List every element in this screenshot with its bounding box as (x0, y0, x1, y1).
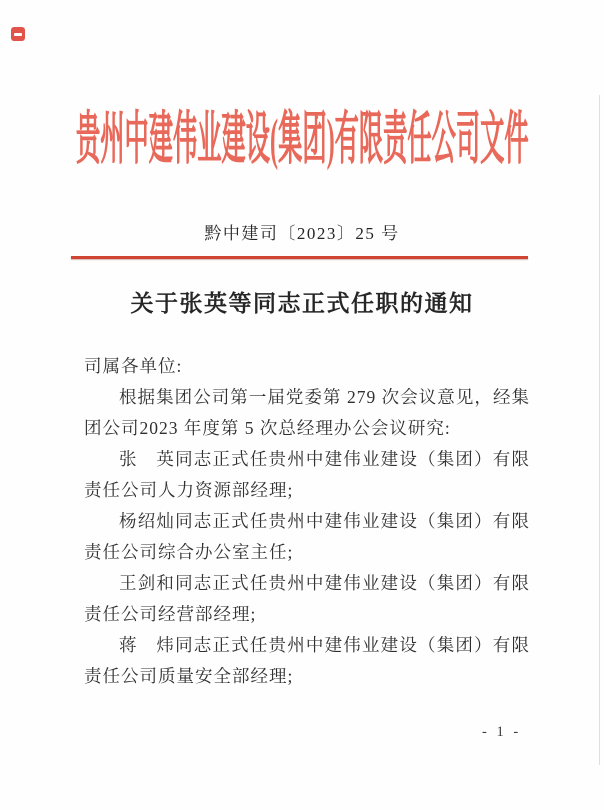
red-icon-dash (14, 33, 22, 36)
salutation: 司属各单位: (84, 356, 183, 376)
red-divider-line (71, 256, 528, 259)
page-edge-line (599, 95, 600, 765)
body-paragraph-appointment-2: 杨绍灿同志正式任贵州中建伟业建设（集团）有限责任公司综合办公室主任; (84, 511, 530, 562)
document-title: 关于张英等同志正式任职的通知 (130, 291, 474, 316)
letterhead-org-title: 贵州中建伟业建设(集团)有限责任公司文件 (75, 109, 529, 172)
body-paragraph-appointment-3: 王剑和同志正式任贵州中建伟业建设（集团）有限责任公司经营部经理; (84, 573, 530, 624)
body-paragraph-appointment-4: 蒋 炜同志正式任贵州中建伟业建设（集团）有限责任公司质量安全部经理; (84, 635, 530, 686)
red-square-dash-icon (11, 27, 25, 41)
letterhead (0, 98, 604, 172)
body-paragraph-meeting: 根据集团公司第一届党委第 279 次会议意见，经集团公司2023 年度第 5 次总经理办公会议研究: (84, 387, 530, 438)
page-number: - 1 - (482, 724, 522, 740)
document-body (84, 351, 530, 692)
body-paragraph-appointment-1: 张 英同志正式任贵州中建伟业建设（集团）有限责任公司人力资源部经理; (84, 449, 530, 500)
document-number: 黔中建司〔2023〕25 号 (204, 224, 400, 243)
